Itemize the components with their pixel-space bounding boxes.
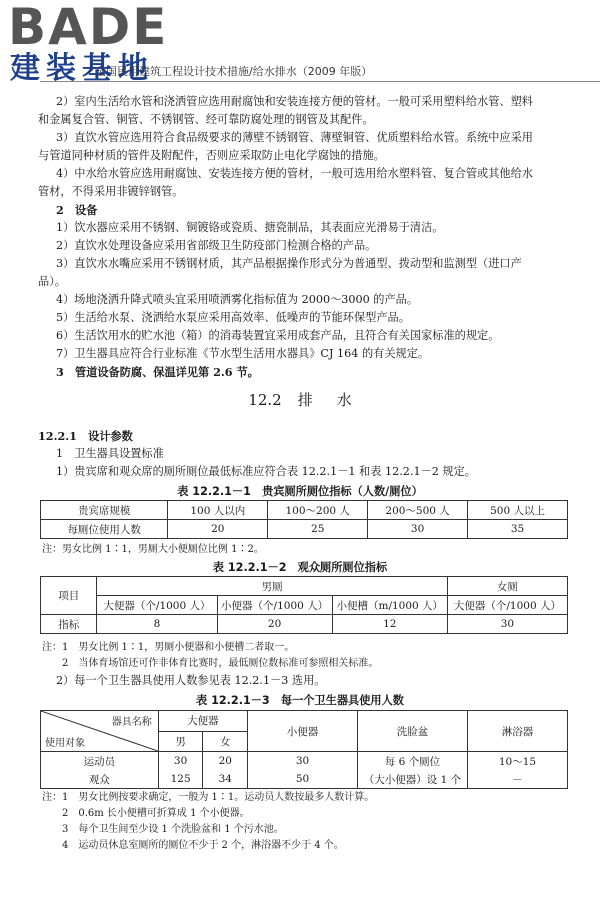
header-rule	[40, 81, 600, 82]
table-cell: －	[467, 770, 567, 789]
paragraph: 管材，不得采用非镀锌钢管。	[38, 185, 184, 198]
table-cell: 30	[368, 520, 468, 539]
table-cell: 10～15	[467, 752, 567, 771]
table-cell: 20	[203, 752, 248, 771]
list-item: 1）饮水器应采用不锈钢、铜镀铬或瓷质、搪瓷制品，其表面应光滑易于清洁。	[56, 221, 444, 234]
section-title-char: 水	[336, 391, 352, 409]
table-cell: 小便器（个/1000 人）	[217, 596, 332, 615]
table-diagonal-header	[41, 711, 159, 752]
table-fixture-usage	[40, 710, 568, 789]
clause-heading: 12.2.1 设计参数	[38, 429, 133, 443]
section-title-char: 排	[297, 391, 313, 409]
paragraph: 1）贵宾席和观众席的厕所厕位最低标准应符合表 12.2.1－1 和表 12.2.1－2 规定。	[56, 465, 476, 478]
table-cell: 运动员	[41, 752, 159, 771]
table-title: 表 12.2.1－3 每一个卫生器具使用人数	[196, 694, 404, 707]
paragraph: 4）中水给水管应选用耐腐蚀、安装连接方便的管材，一般可选用给水塑料管、复合管或其他给水	[56, 167, 533, 180]
table-cell: 小便槽（m/1000 人）	[332, 596, 447, 615]
table-note: 2 0.6m 长小便槽可折算成 1 个小便器。	[62, 808, 250, 819]
table-cell: 30	[447, 615, 567, 634]
list-item: 7）卫生器具应符合行业标准《节水型生活用水器具》CJ 164 的有关规定。	[56, 347, 430, 360]
table-cell: 30	[248, 752, 358, 771]
table-cell: 200～500 人	[368, 501, 468, 520]
table-row	[41, 520, 568, 539]
table-cell: 观众	[41, 770, 159, 789]
table-cell: 大便器（个/1000 人）	[97, 596, 217, 615]
table-note: 注：1 男女比例按要求确定，一般为 1∶1。运动员人数按最多人数计算。	[42, 792, 375, 803]
table-note: 2 当体育场馆还可作非体育比赛时，最低厕位数标准可参照相关标准。	[62, 658, 379, 669]
table-row	[41, 752, 568, 771]
paragraph: 2）室内生活给水管和浇洒管应选用耐腐蚀和安装连接方便的管材。一般可采用塑料给水管、塑料	[56, 95, 533, 108]
list-item: 2）直饮水处理设备应采用省部级卫生防疫部门检测合格的产品。	[56, 239, 377, 252]
paragraph: 和金属复合管、铜管、不锈钢管、经可靠防腐处理的钢管及其配件。	[38, 113, 374, 126]
list-item: 3）直饮水水嘴应采用不锈钢材质，其产品根据操作形式分为普通型、拨动型和监测型（进口产	[56, 257, 522, 270]
table-cell: 34	[203, 770, 248, 789]
table-cell: 30	[158, 752, 203, 771]
table-cell: 指标	[41, 615, 97, 634]
table-note: 4 运动员休息室厕所的厕位不少于 2 个，淋浴器不少于 4 个。	[62, 840, 344, 851]
section-number: 12.2	[248, 391, 282, 409]
table-title: 表 12.2.1－2 观众厕所厕位指标	[212, 561, 388, 574]
table-cell: 项目	[41, 577, 97, 615]
list-item: 4）场地浇洒升降式喷头宜采用喷洒雾化指标值为 2000～3000 的产品。	[56, 293, 419, 306]
diag-bottom-label: 使用对象	[45, 738, 85, 749]
section-title	[0, 389, 600, 410]
subheading-equipment: 2 设备	[56, 203, 98, 217]
table-note: 3 每个卫生间至少设 1 个洗脸盆和 1 个污水池。	[62, 824, 284, 835]
logo-text-cn: 建装基地	[10, 51, 154, 86]
table-cell: 每 6 个厕位	[357, 752, 467, 771]
table-row	[41, 615, 568, 634]
table-cell: 洗脸盆	[357, 711, 467, 752]
table-cell: 500 人以上	[468, 501, 568, 520]
table-note: 注：男女比例 1∶1，男厕大小便厕位比例 1∶2。	[42, 544, 264, 555]
table-audience-toilet	[40, 576, 568, 634]
paragraph: 与管道同种材质的管件及附配件，否则应采取防止电化学腐蚀的措施。	[38, 149, 385, 162]
table-cell: 125	[158, 770, 203, 789]
table-cell: 20	[168, 520, 268, 539]
table-row	[41, 577, 568, 596]
table-cell: 每厕位使用人数	[41, 520, 168, 539]
table-cell: 35	[468, 520, 568, 539]
table-row	[41, 711, 568, 732]
logo-text-en: BADE	[8, 0, 169, 56]
header-title: · 全国民用建筑工程设计技术措施/给水排水（2009 年版）	[88, 65, 373, 78]
table-cell: 淋浴器	[467, 711, 567, 752]
table-cell: （大小便器）设 1 个	[357, 770, 467, 789]
table-cell: 男厕	[97, 577, 447, 596]
table-cell: 100～200 人	[268, 501, 368, 520]
table-cell: 25	[268, 520, 368, 539]
table-vip-toilet	[40, 500, 568, 539]
table-cell: 贵宾席规模	[41, 501, 168, 520]
table-cell: 100 人以内	[168, 501, 268, 520]
table-row	[41, 501, 568, 520]
table-row	[41, 596, 568, 615]
table-cell: 8	[97, 615, 217, 634]
list-item: 品）。	[38, 275, 66, 288]
table-cell: 20	[217, 615, 332, 634]
subheading-anticorrosion: 3 管道设备防腐、保温详见第 2.6 节。	[56, 365, 259, 379]
list-item: 5）生活给水泵、浇洒给水泵应采用高效率、低噪声的节能环保型产品。	[56, 311, 410, 324]
table-row	[41, 770, 568, 789]
table-cell: 大便器	[158, 711, 247, 732]
running-header	[40, 60, 600, 82]
paragraph: 3）直饮水管应选用符合食品级要求的薄壁不锈钢管、薄壁铜管、优质塑料给水管。系统中应采用	[56, 131, 533, 144]
table-cell: 12	[332, 615, 447, 634]
table-note: 注：1 男女比例 1∶1，男厕小便器和小便槽二者取一。	[42, 642, 295, 653]
paragraph: 2）每一个卫生器具使用人数参见表 12.2.1－3 选用。	[56, 674, 326, 687]
table-cell: 女厕	[447, 577, 567, 596]
table-cell: 男	[158, 731, 203, 752]
table-title: 表 12.2.1－1 贵宾厕所厕位指标（人数/厕位）	[177, 485, 423, 498]
table-cell: 小便器	[248, 711, 358, 752]
diag-top-label: 器具名称	[111, 717, 152, 728]
table-cell: 50	[248, 770, 358, 789]
table-cell: 女	[203, 731, 248, 752]
list-item: 6）生活饮用水的贮水池（箱）的消毒装置宜采用成套产品，且符合有关国家标准的规定。	[56, 329, 500, 342]
table-cell: 大便器（个/1000 人）	[447, 596, 567, 615]
paragraph: 1 卫生器具设置标准	[56, 447, 164, 460]
